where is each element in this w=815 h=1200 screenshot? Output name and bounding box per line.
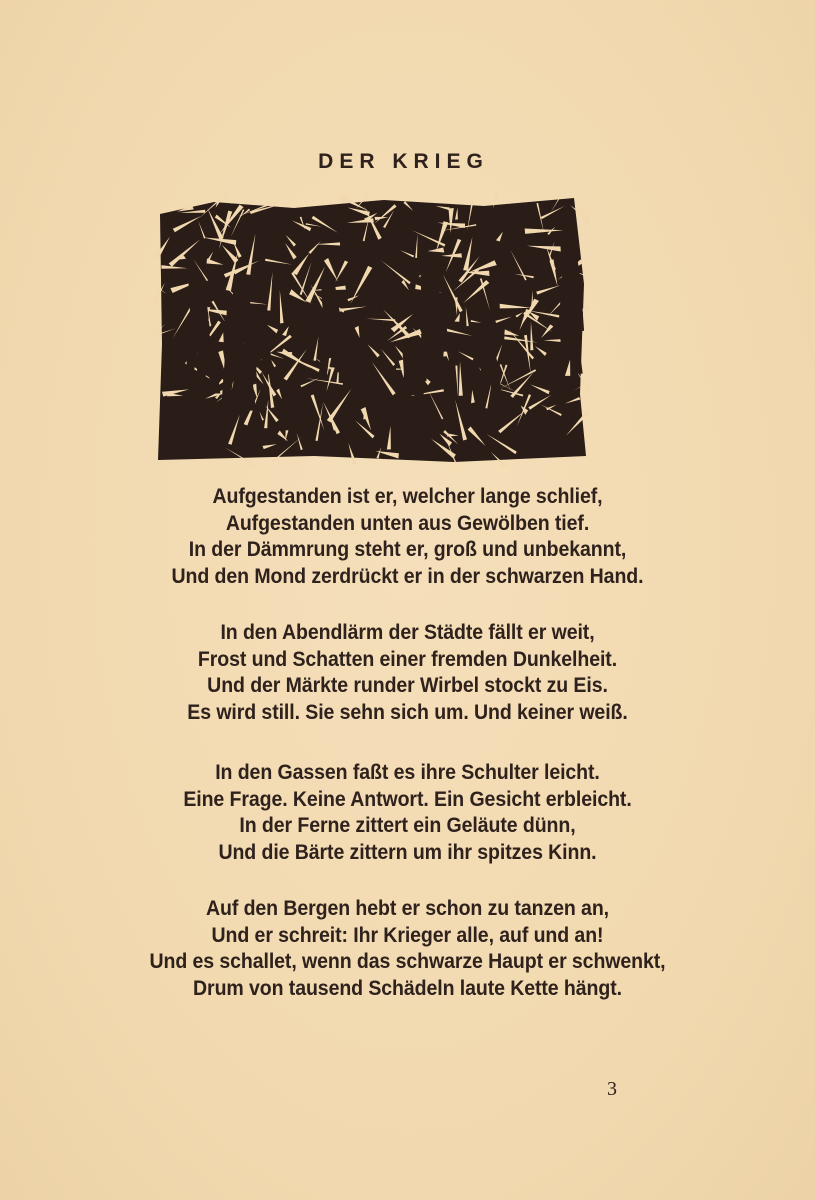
poem-line: Es wird still. Sie sehn sich um. Und keiner weiß.: [187, 700, 628, 724]
stanza-4: [0, 896, 815, 1002]
woodcut-cut-mark: [225, 194, 233, 204]
poem-line: Drum von tausend Schädeln laute Kette hängt.: [193, 976, 622, 1000]
poem-line: Eine Frage. Keine Antwort. Ein Gesicht erbleicht.: [183, 787, 632, 811]
poem-line: In der Ferne zittert ein Geläute dünn,: [239, 814, 576, 837]
stanza-3: [0, 760, 815, 866]
poem-line: Aufgestanden ist er, welcher lange schlief,: [212, 485, 603, 508]
poem-line: In den Gassen faßt es ihre Schulter leicht.: [215, 761, 600, 784]
poem-title: DER KRIEG: [318, 150, 489, 173]
poem-line: Und der Märkte runder Wirbel stockt zu Eis.: [207, 674, 608, 697]
poem-line: Aufgestanden unten aus Gewölben tief.: [225, 511, 590, 535]
poem-line: Und es schallet, wenn das schwarze Haupt er schwenkt,: [149, 950, 666, 973]
stanza-2: [0, 620, 815, 726]
poem-line: In den Abendlärm der Städte fällt er weit,: [220, 621, 595, 644]
poem-line: Und die Bärte zittern um ihr spitzes Kinn.: [218, 840, 597, 864]
poem-line: Und er schreit: Ihr Krieger alle, auf und an!: [211, 923, 604, 947]
page-number: 3: [607, 1078, 617, 1100]
poem-line: Frost und Schatten einer fremden Dunkelheit.: [197, 647, 618, 671]
stanza-1: [0, 484, 815, 590]
poem-line: Auf den Bergen hebt er schon zu tanzen an,: [205, 897, 610, 920]
poem-line: Und den Mond zerdrückt er in der schwarzen Hand.: [171, 564, 644, 588]
woodcut-illustration-icon: [154, 194, 589, 466]
poem-line: In der Dämmrung steht er, groß und unbekannt,: [188, 538, 627, 561]
